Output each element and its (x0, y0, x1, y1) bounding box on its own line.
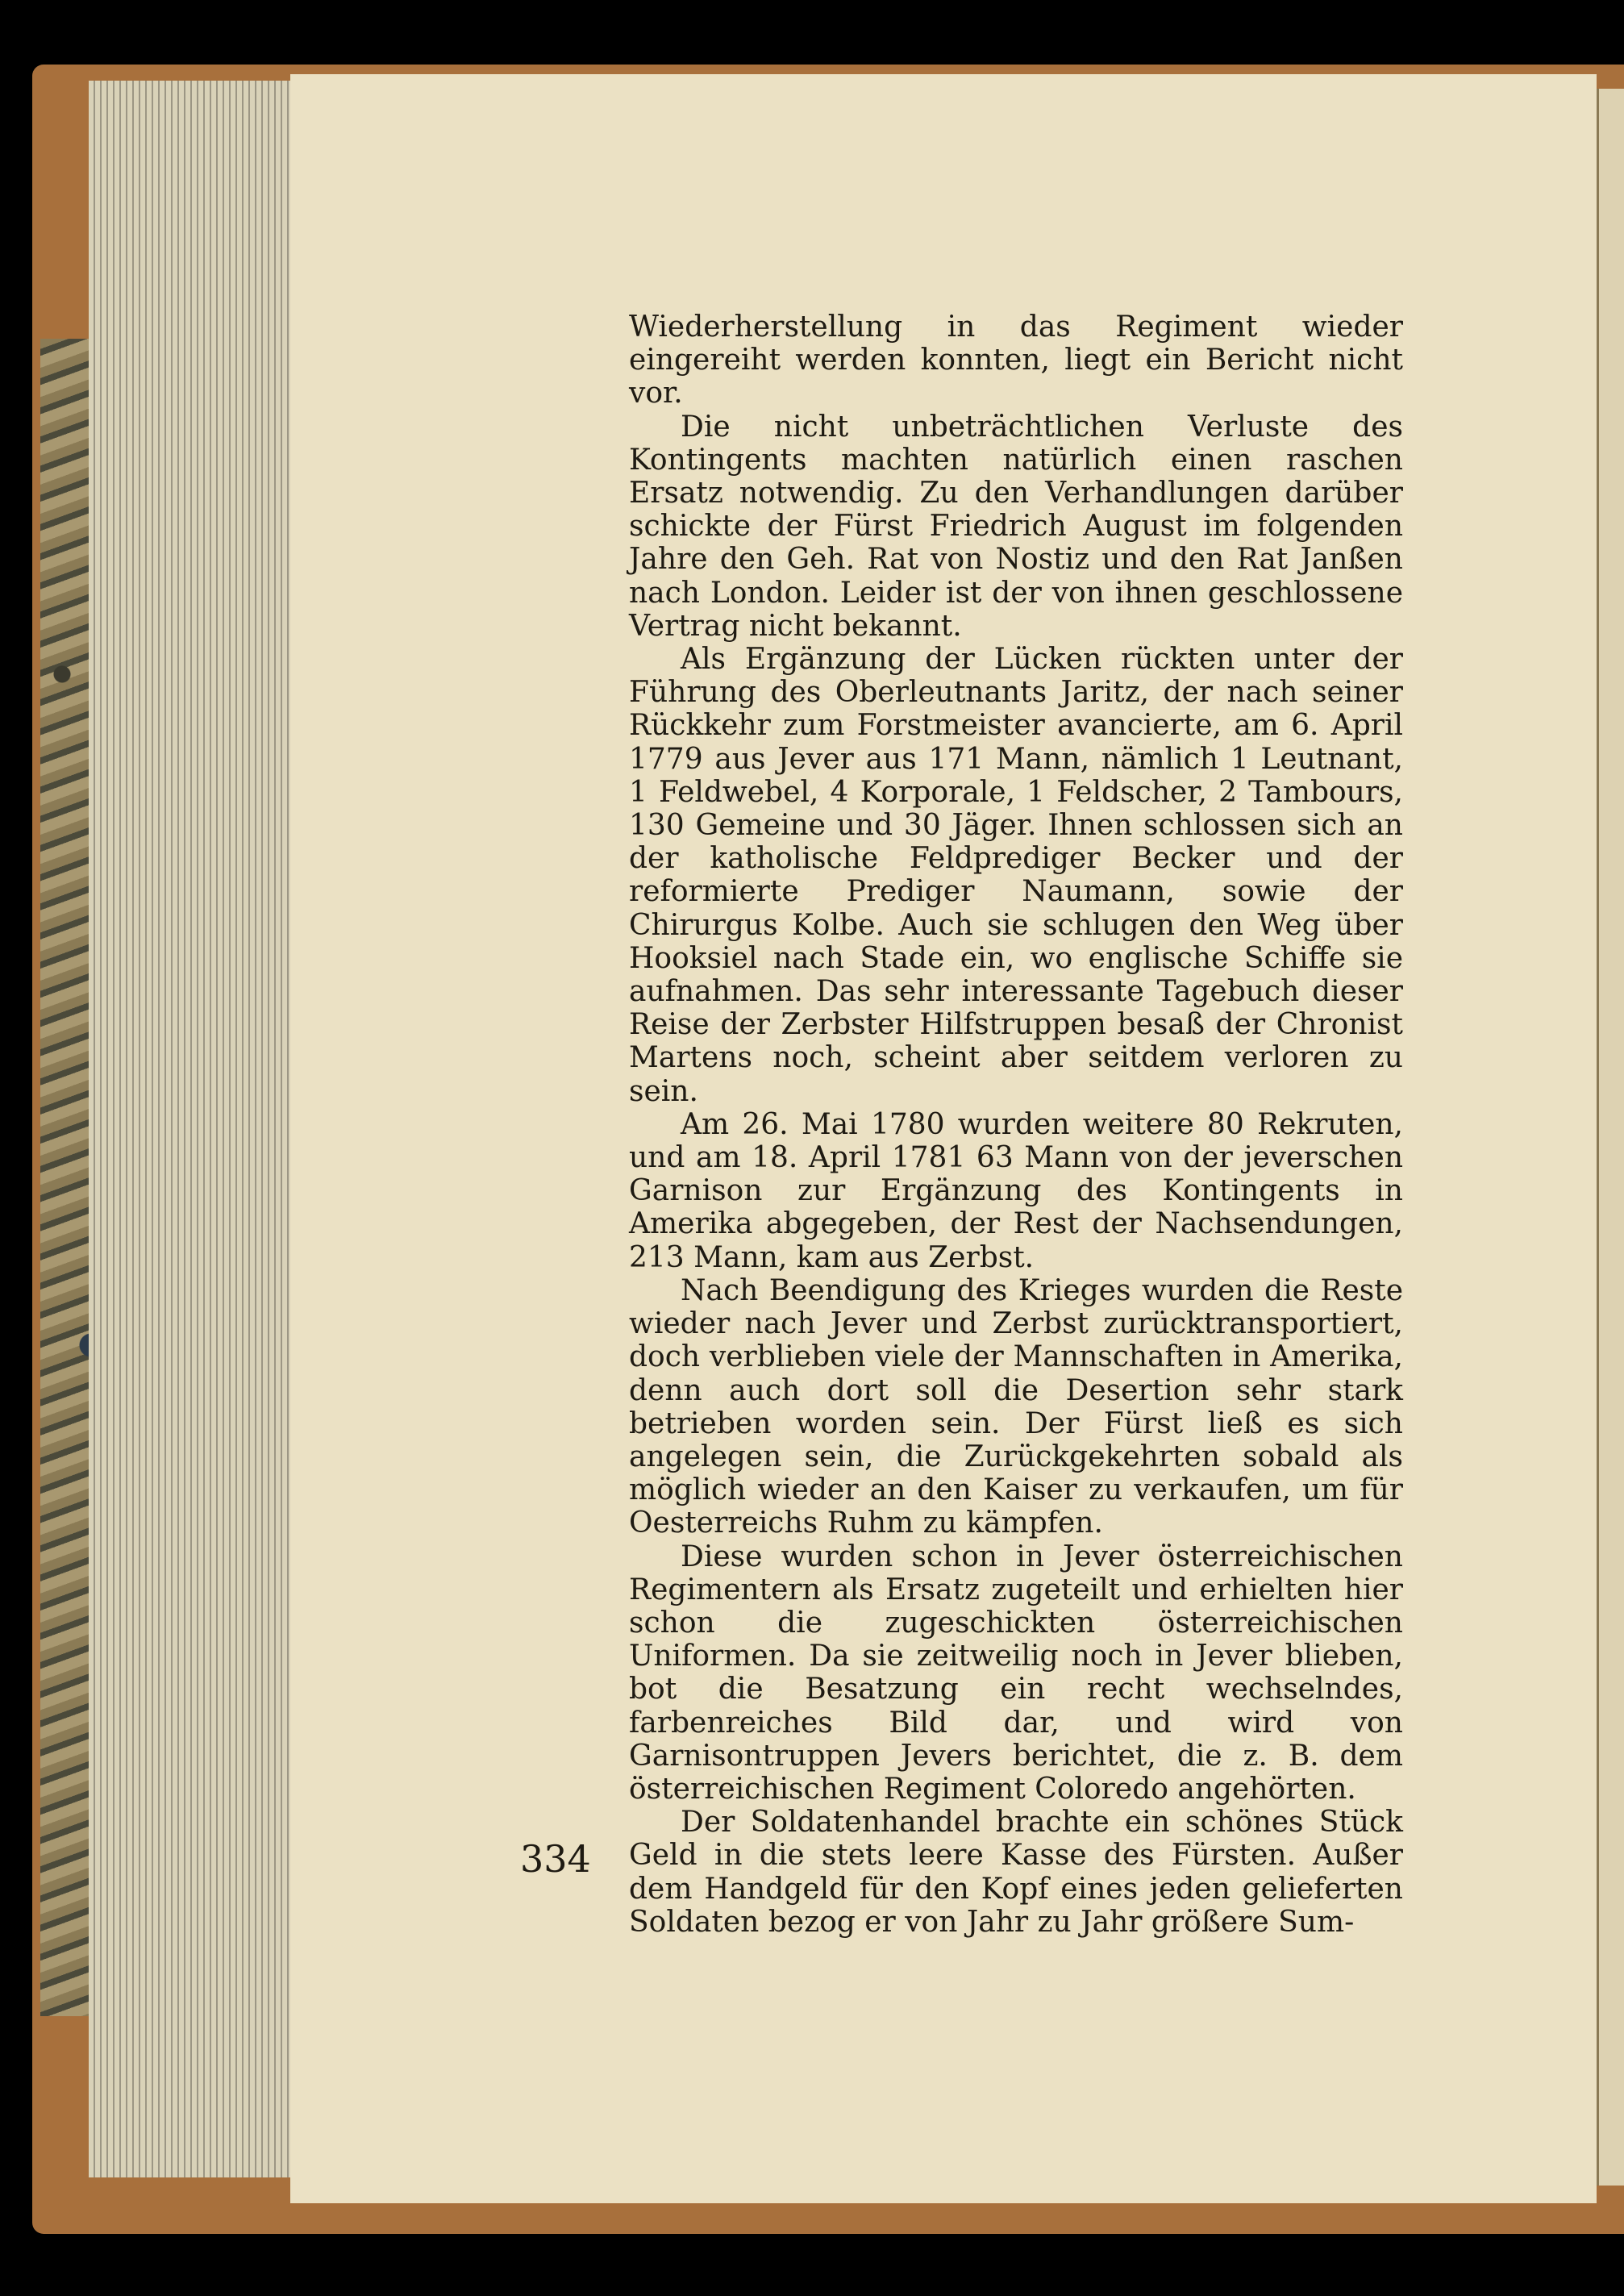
paragraph-6: Diese wurden schon in Jever österreichischen Regimentern als Ersatz zugeteilt und erhielten hier schon die zugeschickten österreichischen Uniformen. Da sie zeitweilig noch in Jever blieben, bot die Besatzung ein recht wechselndes, farbenreiches Bild dar, und wird von Garnisontruppen Jevers berichtet, die z. B. dem österreichischen Regiment Coloredo angehörten. (629, 1540, 1403, 1806)
paragraph-5: Nach Beendigung des Krieges wurden die Reste wieder nach Jever und Zerbst zurücktransportiert, doch verblieben viele der Mannschaften in Amerika, denn auch dort soll die Desertion sehr stark betrieben worden sein. Der Fürst ließ es sich angelegen sein, die Zurückgekehrten sobald als möglich wieder an den Kaiser zu verkaufen, um für Oesterreichs Ruhm zu kämpfen. (629, 1273, 1403, 1540)
paragraph-4: Am 26. Mai 1780 wurden weitere 80 Rekruten, und am 18. April 1781 63 Mann von der jeverschen Garnison zur Ergänzung des Kontingents in Amerika abgegeben, der Rest der Nachsendungen, 213 Mann, kam aus Zerbst. (629, 1107, 1403, 1274)
page-stack-edge (89, 81, 290, 2177)
page-body (629, 310, 1403, 1939)
page-number: 334 (520, 1837, 591, 1881)
paragraph-3: Als Ergänzung der Lücken rückten unter der Führung des Oberleutnants Jaritz, der nach seiner Rückkehr zum Forstmeister avancierte, am 6. April 1779 aus Jever aus 171 Mann, nämlich 1 Leutnant, 1 Feldwebel, 4 Korporale, 1 Feldscher, 2 Tambours, 130 Gemeine und 30 Jäger. Ihnen schlossen sich an der katholische Feldprediger Becker und der reformierte Prediger Naumann, sowie der Chirurgus Kolbe. Auch sie schlugen den Weg über Hooksiel nach Stade ein, wo englische Schiffe sie aufnahmen. Das sehr interessante Tagebuch dieser Reise der Zerbster Hilfstruppen besaß der Chronist Martens noch, scheint aber seitdem verloren zu sein. (629, 643, 1403, 1108)
paragraph-1: Wiederherstellung in das Regiment wieder eingereiht werden konnten, liegt ein Bericht nicht vor. (629, 310, 1403, 410)
paragraph-2: Die nicht unbeträchtlichen Verluste des Kontingents machten natürlich einen raschen Ersatz notwendig. Zu den Verhandlungen darüber schickte der Fürst Friedrich August im folgenden Jahre den Geh. Rat von Nostiz und den Rat Janßen nach London. Leider ist der von ihnen geschlossene Vertrag nicht bekannt. (629, 410, 1403, 643)
paragraph-7: Der Soldatenhandel brachte ein schönes Stück Geld in die stets leere Kasse des Fürsten. Außer dem Handgeld für den Kopf eines jeden gelieferten Soldaten bezog er von Jahr zu Jahr größere Sum- (629, 1806, 1403, 1939)
facing-page-edge (1597, 89, 1624, 2186)
